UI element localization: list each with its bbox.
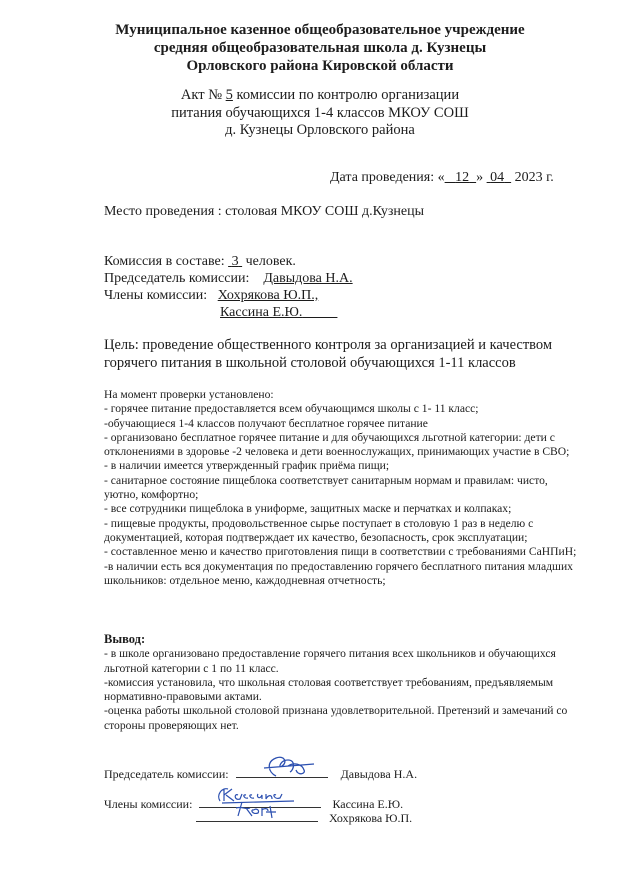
conclusion-item: -оценка работы школьной столовой признана удовлетворительной. Претензий и замечаний со стороны проверяющих нет. bbox=[104, 704, 568, 732]
act-prefix: Акт № bbox=[180, 87, 226, 103]
inspection-date bbox=[330, 170, 554, 186]
goal-statement: Цель: проведение общественного контроля за организацией и качеством горячего питания в школьной столовой обучающихся 1-11 классов bbox=[104, 337, 553, 371]
header-line-3: Орловского района Кировской области bbox=[186, 58, 454, 74]
finding-item: - все сотрудники пищеблока в униформе, защитных маске и перчатках и колпаках; bbox=[104, 502, 512, 516]
findings-intro: На момент проверки установлено: bbox=[104, 388, 274, 401]
commission-count: 3 bbox=[231, 254, 239, 269]
member-2-name: Кассина Е.Ю. bbox=[220, 305, 303, 320]
commission-block bbox=[104, 253, 353, 321]
conclusion-item: -комиссия установила, что школьная столовая соответствует требованиям, предъявляемым нормативно-правовыми актами. bbox=[104, 675, 554, 704]
finding-item: - составленное меню и качество приготовления пищи в соответствии с требованиями СаНПиН; bbox=[104, 545, 577, 559]
chair-signature-label: Председатель комиссии: bbox=[104, 767, 229, 781]
act-number: 5 bbox=[225, 87, 233, 103]
member-1-signature-name: Кассина Е.Ю. bbox=[332, 797, 404, 811]
conclusion-item: - в школе организовано предоставление горячего питания всех школьников и обучающихся льготной категории с 1 по 11 класс. bbox=[104, 647, 556, 675]
date-month: 04 bbox=[490, 170, 505, 185]
act-title-line-1 bbox=[0, 87, 640, 105]
commission-composition: Комиссия в составе: 3 человек. bbox=[104, 254, 296, 269]
inspection-place: Место проведения : столовая МКОУ СОШ д.Кузнецы bbox=[104, 204, 424, 219]
finding-item: - санитарное состояние пищеблока соответствует санитарным нормам и правилам: чисто, уютно, комфортно; bbox=[104, 473, 548, 502]
act-title-line-2: питания обучающихся 1-4 классов МКОУ СОШ bbox=[171, 104, 469, 121]
chair-signature-name: Давыдова Н.А. bbox=[340, 767, 418, 781]
findings-section bbox=[104, 388, 584, 588]
commission-chair: Председатель комиссии: Давыдова Н.А. bbox=[104, 271, 353, 286]
act-title bbox=[0, 87, 640, 140]
finding-item: -обучающиеся 1-4 классов получают бесплатное горячее питание bbox=[104, 416, 428, 430]
finding-item: - в наличии имеется утвержденный график приёма пищи; bbox=[104, 459, 390, 473]
date-day: 12 bbox=[455, 170, 470, 185]
conclusion-title: Вывод: bbox=[104, 632, 146, 646]
institution-header bbox=[0, 21, 640, 75]
finding-item: -в наличии есть вся документация по предоставлению горячего бесплатного питания младших школьников: отдельное меню, каждодневная отчетность; bbox=[104, 559, 573, 587]
finding-item: - горячее питание предоставляется всем обучающимся школы с 1- 11 класс; bbox=[104, 402, 479, 416]
date-label: Дата проведения: « bbox=[330, 170, 445, 185]
header-line-2: средняя общеобразовательная школа д. Кузнецы bbox=[153, 40, 487, 56]
date-year: 2023 г. bbox=[511, 170, 554, 185]
member-1-name: Хохрякова Ю.П., bbox=[217, 288, 319, 303]
act-suffix: комиссии по контролю организации bbox=[232, 87, 460, 103]
conclusion-section bbox=[104, 632, 584, 733]
members-signature-label: Члены комиссии: bbox=[104, 797, 193, 811]
chair-handwritten-signature bbox=[258, 752, 318, 782]
commission-member-2 bbox=[104, 304, 353, 321]
date-sep: » bbox=[476, 170, 487, 185]
member-2-handwritten-signature bbox=[232, 798, 282, 820]
finding-item: - организовано бесплатное горячее питание и для обучающихся льготной категории: дети с отклонениями в здоровье -2 человека и дети военнослужащих, принимающих участие в СВО; bbox=[104, 430, 570, 459]
finding-item: - пищевые продукты, продовольственное сырье поступает в столовую 1 раз в неделю с документацией, которая подтверждает их качество, безопасность, срок эксплуатации; bbox=[104, 516, 534, 544]
header-line-1: Муниципальное казенное общеобразовательное учреждение bbox=[115, 22, 525, 38]
act-title-line-3: д. Кузнецы Орловского района bbox=[225, 122, 415, 138]
commission-members: Члены комиссии: Хохрякова Ю.П., bbox=[104, 288, 319, 303]
chair-name: Давыдова Н.А. bbox=[263, 271, 353, 286]
member-2-signature-name: Хохрякова Ю.П. bbox=[329, 811, 413, 825]
